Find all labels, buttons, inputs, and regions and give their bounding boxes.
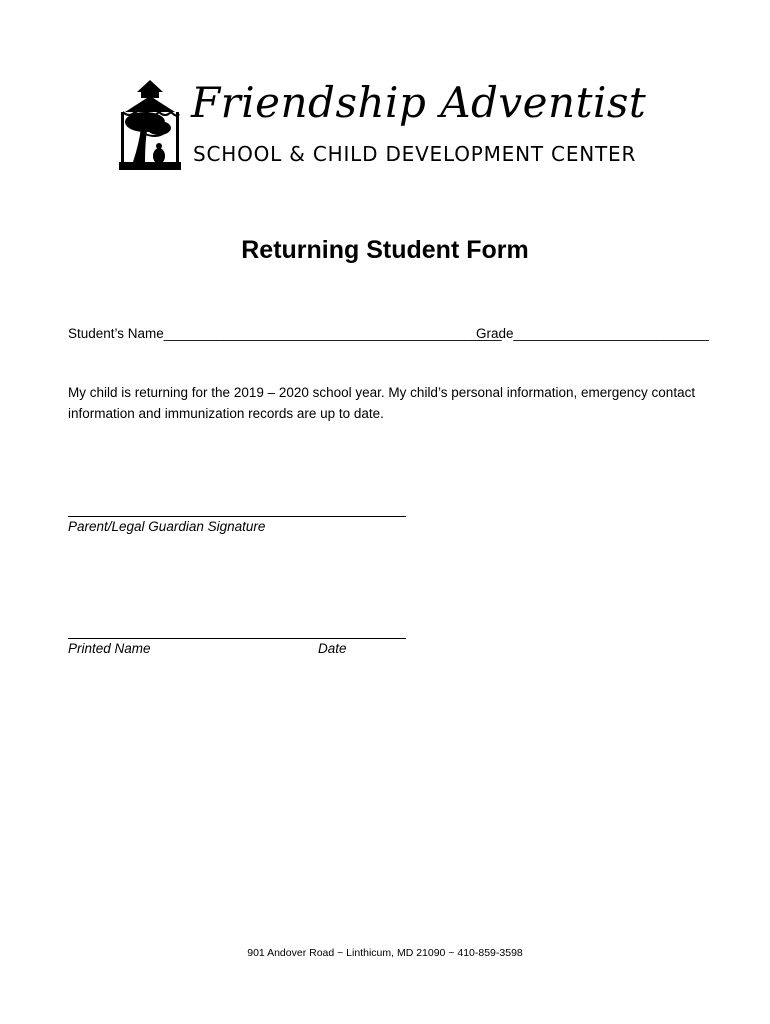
school-tagline: SCHOOL & CHILD DEVELOPMENT CENTER [193,142,637,166]
signature-line[interactable] [68,516,406,517]
grade-field[interactable]: Grade__________________________ [476,326,709,341]
school-address: 901 Andover Road ~ Linthicum, MD 21090 ~ 410-859-3598 [247,947,523,959]
printed-name-date-line[interactable] [68,638,406,639]
form-title: Returning Student Form [241,236,529,264]
signature-label: Parent/Legal Guardian Signature [68,519,266,534]
school-logo [115,78,660,170]
student-name-field[interactable]: Student’s Name_____________________________________________ [68,326,502,341]
school-name: Friendship Adventist [191,78,647,127]
returning-statement: My child is returning for the 2019 – 2020 school year. My child’s personal information, emergency contact information and immunization records are up to date. [68,385,696,421]
date-label: Date [318,641,347,656]
printed-name-label: Printed Name [68,641,151,656]
tree-gazebo-icon [115,78,185,170]
